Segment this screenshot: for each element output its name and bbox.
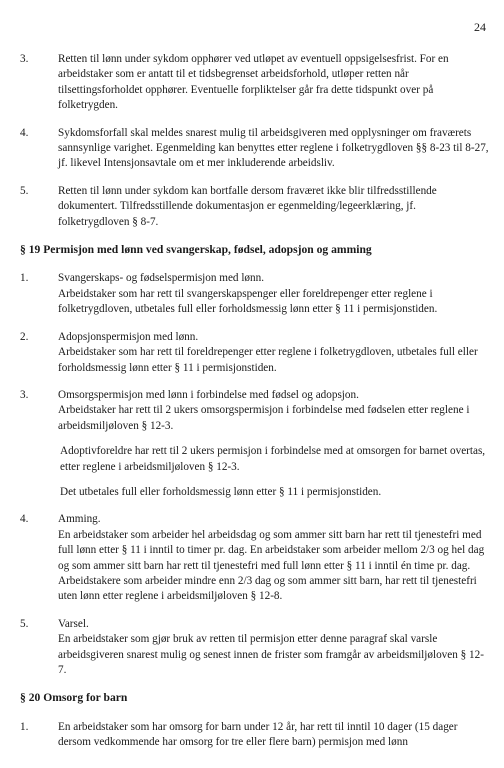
item-text: Retten til lønn under sykdom kan bortfalle dersom fraværet ikke blir tilfredsstillende dokumentert. Tilfredsstillende dokumentasjon er egenmelding/legeerklæring, jf. folketrygdloven § 8-7. xyxy=(58,184,437,228)
section-heading: § 20 Omsorg for barn xyxy=(20,691,128,705)
item-body xyxy=(58,52,490,114)
item-body xyxy=(58,617,490,679)
item-number: 1. xyxy=(20,272,29,285)
item-extra-text: Adoptivforeldre har rett til 2 ukers permisjon i forbindelse med at omsorgen for barnet overtas, etter reglene i arbeidsmiljøloven § 12-3. xyxy=(60,445,486,473)
item-text: Retten til lønn under sykdom opphører ved utløpet av eventuell oppsigelsesfrist. For en arbeidstaker som er antatt til et tidsbegrenset arbeidsforhold, utløper retten når tilsettingsforholdet opphører. Eventuelle forpliktelser går fra dette tidspunkt over på folketrygden. xyxy=(58,53,449,112)
item-body xyxy=(58,271,490,317)
item-body xyxy=(58,512,490,604)
list-item xyxy=(20,126,490,172)
item-body xyxy=(58,330,490,376)
item-text: Arbeidstaker som har rett til foreldrepenger etter reglene i folketrygdloven, utbetales full eller forholdsmessig lønn etter § 11 i permisjonstiden. xyxy=(58,346,478,374)
item-text: En arbeidstaker som gjør bruk av retten til permisjon etter denne paragraf skal varsle arbeidsgiveren snarest mulig og senest innen de frister som framgår av arbeidsmiljøloven § 12-7. xyxy=(58,633,484,676)
item-body xyxy=(58,184,490,230)
item-title: Varsel. xyxy=(58,617,89,630)
item-body xyxy=(58,126,490,172)
item-title: Omsorgspermisjon med lønn i forbindelse med fødsel og adopsjon. xyxy=(58,388,359,401)
page-number: 24 xyxy=(474,20,486,34)
item-number: 4. xyxy=(20,126,29,139)
item-number: 1. xyxy=(20,720,29,733)
section-heading: § 19 Permisjon med lønn ved svangerskap, fødsel, adopsjon og amming xyxy=(20,243,372,257)
item-extra-text: Det utbetales full eller forholdsmessig lønn etter § 11 i permisjonstiden. xyxy=(60,485,382,498)
item-text: Arbeidstaker har rett til 2 ukers omsorgspermisjon i forbindelse med fødselen etter reglene i arbeidsmiljøloven § 12-3. xyxy=(58,404,470,432)
item-number: 3. xyxy=(20,53,29,65)
item-text: Sykdomsforfall skal meldes snarest mulig til arbeidsgiveren med opplysninger om fraværets sannsynlige varighet. Egenmelding kan benyttes etter reglene i folketrygdloven §§ 8-23 til 8-27, jf. likevel Intensjonsavtale om et mer inkluderende arbeidsliv. xyxy=(58,126,489,170)
list-item xyxy=(20,617,490,679)
item-title: Adopsjonspermisjon med lønn. xyxy=(58,330,199,343)
item-number: 3. xyxy=(20,388,29,401)
item-title: Amming. xyxy=(58,513,101,526)
item-title: Svangerskaps- og fødselspermisjon med lønn. xyxy=(58,272,265,285)
document-body xyxy=(20,52,490,763)
list-item xyxy=(20,52,490,114)
item-number: 5. xyxy=(20,184,29,197)
item-number: 5. xyxy=(20,617,29,630)
list-item xyxy=(20,330,490,376)
item-text: Arbeidstaker som har rett til svangerskapspenger eller foreldrepenger etter reglene i folketrygdloven, utbetales full eller forholdsmessig lønn etter § 11 i permisjonstiden. xyxy=(58,287,438,316)
item-body xyxy=(58,720,490,751)
list-item xyxy=(20,512,490,604)
item-text: En arbeidstaker som har omsorg for barn under 12 år, har rett til inntil 10 dager (15 dager dersom vedkommende har omsorg for tre eller flere barn) permisjon med lønn xyxy=(58,720,458,749)
item-number: 4. xyxy=(20,513,29,526)
item-text: En arbeidstaker som arbeider hel arbeidsdag og som ammer sitt barn har rett til tjenestefri med full lønn etter § 11 i inntil to timer pr. dag. En arbeidstaker som arbeider mellom 2/3 og hel dag og som ammer sitt barn har rett til tjenestefri med full lønn etter § 11 i inntil én time pr. dag. Arbeidstakere som arbeider mindre enn 2/3 dag og som ammer sitt barn, har rett til tjenestefri uten lønn etter reglene i arbeidsmiljøloven § 12-8. xyxy=(58,528,485,603)
item-body xyxy=(58,388,490,500)
item-number: 2. xyxy=(20,330,29,343)
list-item xyxy=(20,271,490,317)
list-item xyxy=(20,720,490,751)
list-item xyxy=(20,184,490,230)
list-item xyxy=(20,388,490,500)
